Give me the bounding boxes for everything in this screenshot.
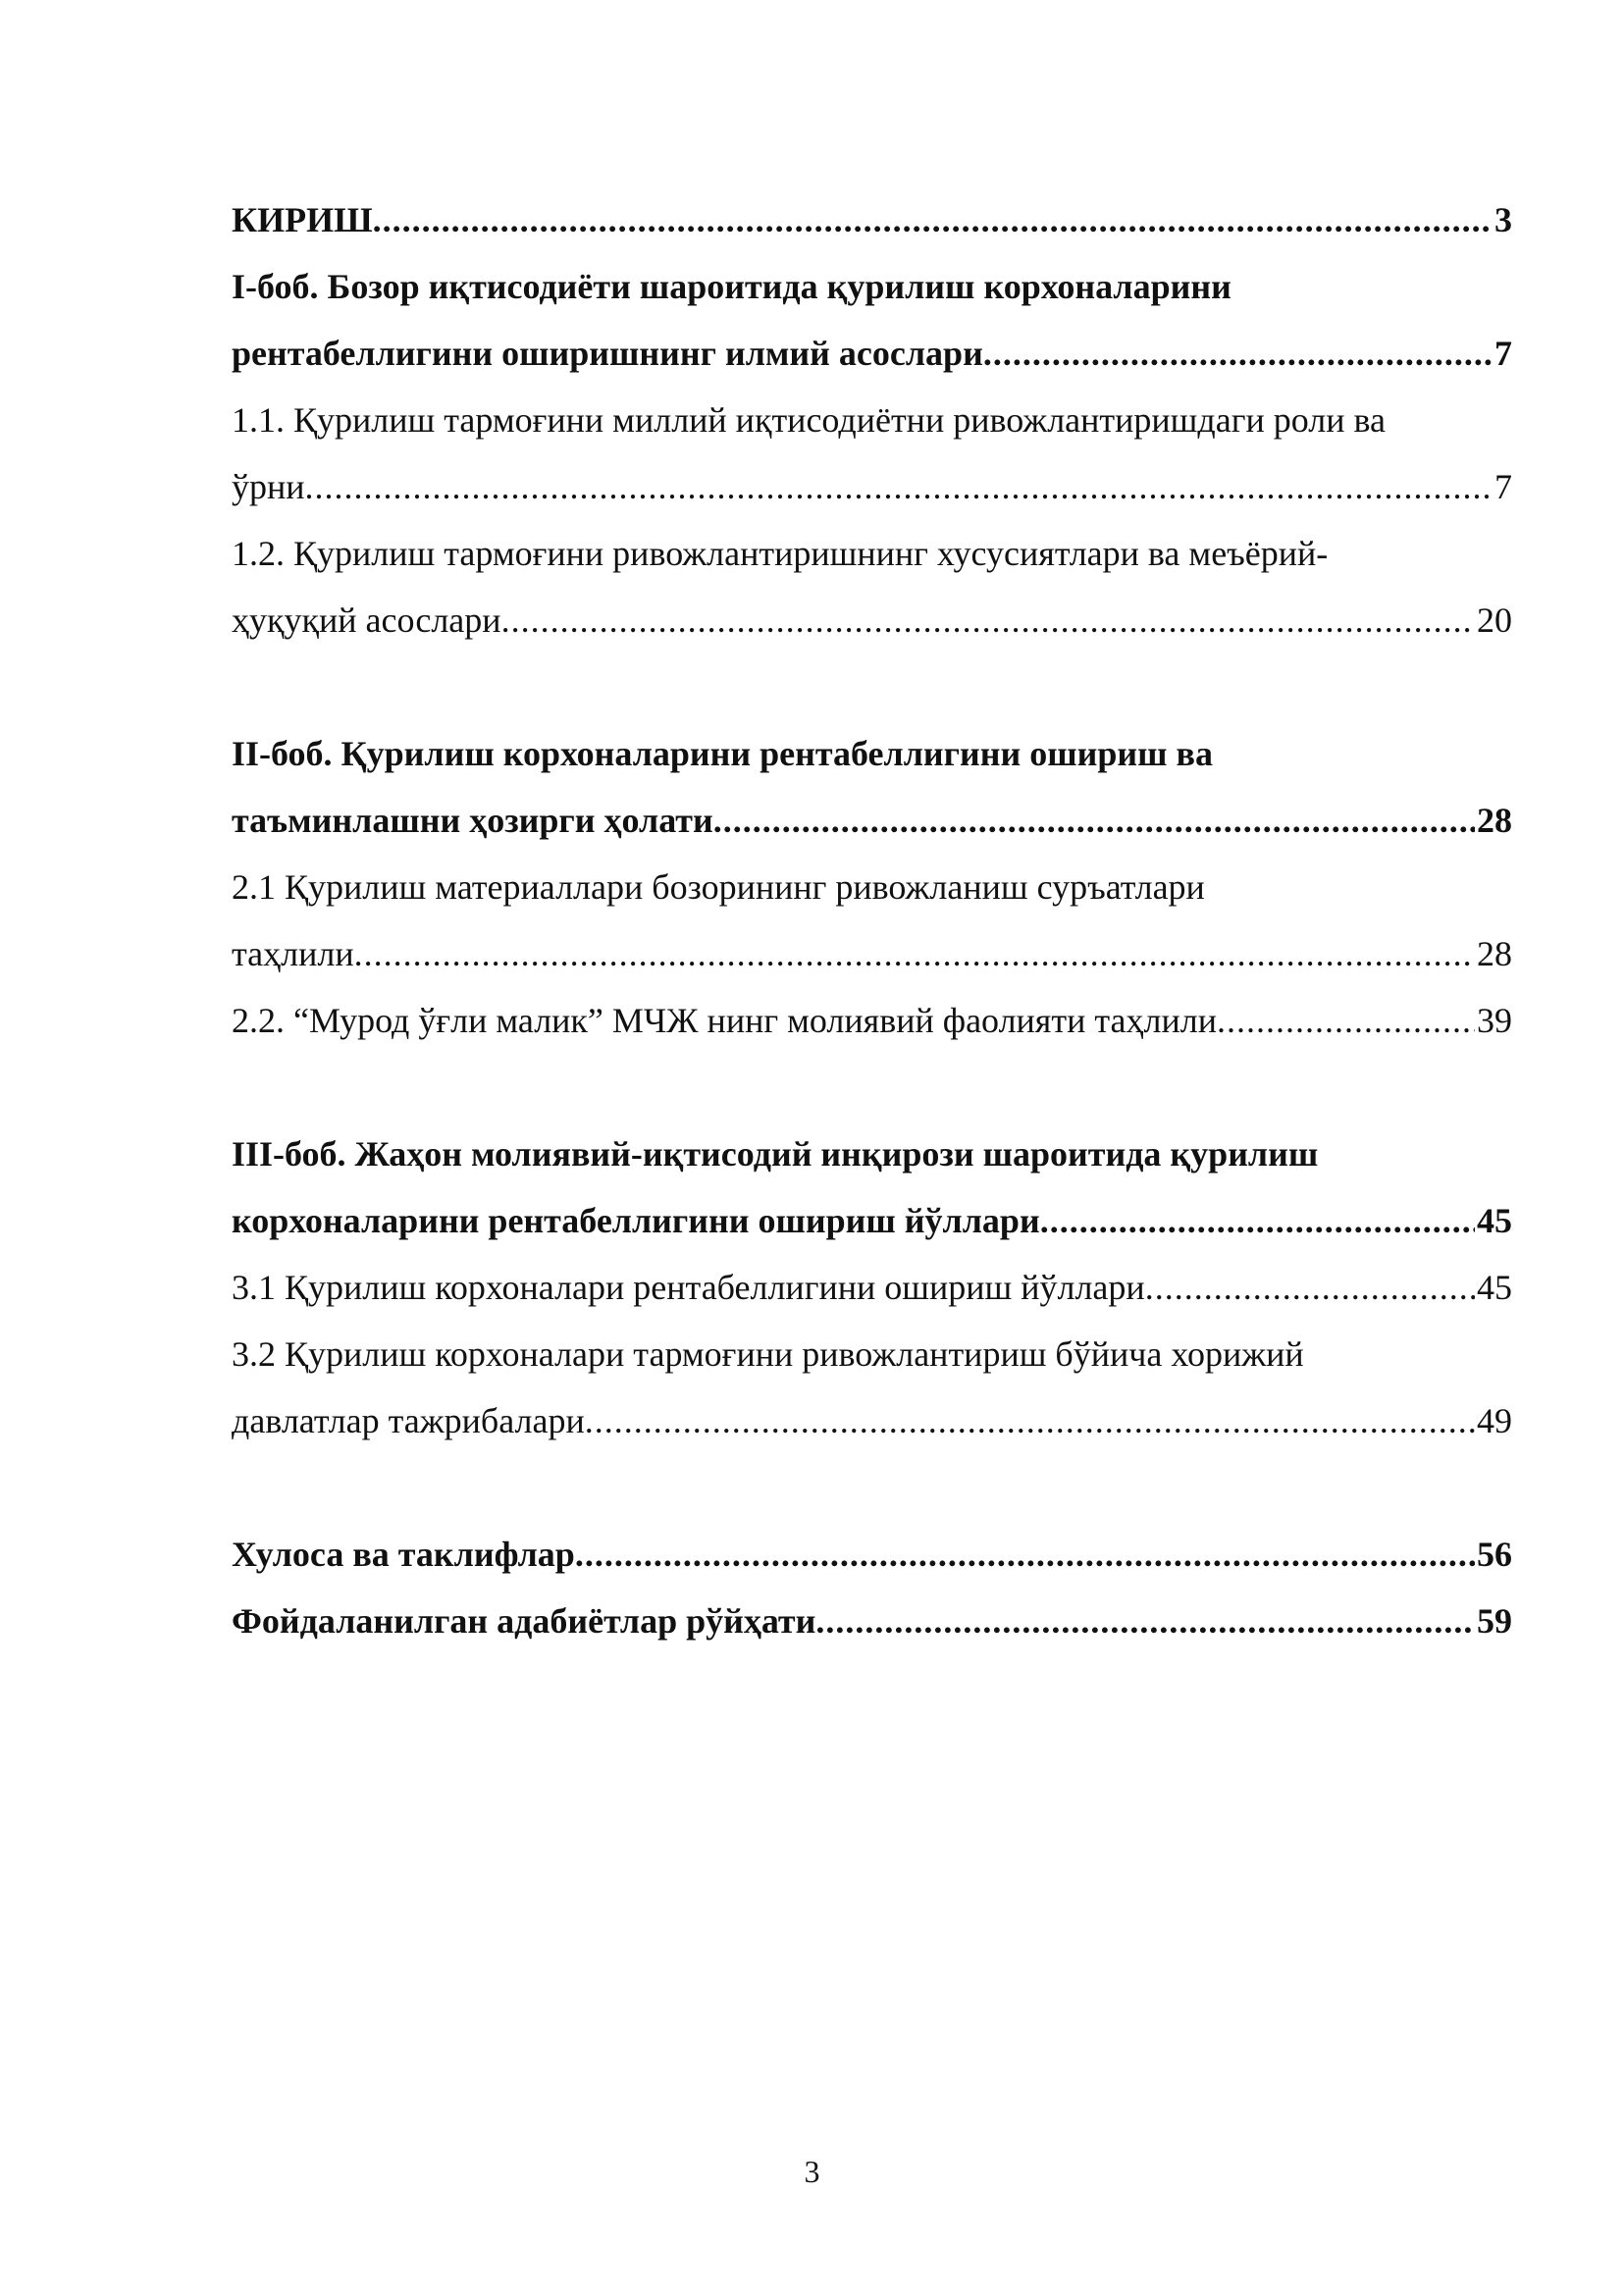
toc-entry-title: КИРИШ [232, 200, 373, 239]
dot-leader [585, 1387, 1475, 1454]
toc-page-number: 49 [1477, 1401, 1512, 1440]
toc-chapter2-line1[interactable]: II-боб. Қурилиш корхоналарини рентабеллигини ошириш ва [232, 734, 1213, 773]
toc-section-2-1-line1[interactable]: 2.1 Қурилиш материаллари бозорининг ривожланиш суръатлари [232, 867, 1205, 907]
dot-leader [1145, 1254, 1475, 1321]
dot-leader [1040, 1187, 1475, 1254]
toc-page-number: 20 [1477, 600, 1512, 640]
toc-chapter1-line2[interactable] [232, 320, 1512, 387]
toc-chapter3-line1[interactable]: III-боб. Жаҳон молиявий-иқтисодий инқирози шароитида қурилиш [232, 1134, 1319, 1174]
toc-page-number: 7 [1494, 334, 1512, 373]
dot-leader [575, 1521, 1475, 1588]
toc-entry-title: давлатлар тажрибалари [232, 1401, 585, 1440]
toc-entry-title: Фойдаланилган адабиётлар рўйҳати [232, 1601, 816, 1641]
dot-leader [354, 920, 1475, 987]
page-number: 3 [804, 2154, 820, 2189]
toc-page-number: 28 [1477, 934, 1512, 973]
toc-entry-references[interactable] [232, 1588, 1512, 1654]
spacer [232, 653, 1512, 720]
toc-chapter1-line1[interactable]: I-боб. Бозор иқтисодиёти шароитида қурилиш корхоналарини [232, 267, 1231, 306]
toc-chapter2-line2[interactable] [232, 787, 1512, 854]
toc-entry-title: 3.1 Қурилиш корхоналари рентабеллигини ошириш йўллари [232, 1268, 1145, 1307]
toc-section-3-2-line1[interactable]: 3.2 Қурилиш корхоналари тармоғини ривожлантириш бўйича хорижий [232, 1334, 1304, 1374]
toc-page-number: 28 [1477, 801, 1512, 840]
dot-leader [983, 320, 1493, 387]
table-of-contents [232, 186, 1512, 1654]
toc-section-1-1-line1[interactable]: 1.1. Қурилиш тармоғини миллий иқтисодиётни ривожлантиришдаги роли ва [232, 400, 1386, 440]
toc-page-number: 7 [1494, 467, 1512, 506]
toc-page-number: 3 [1494, 200, 1512, 239]
toc-chapter3-line2[interactable] [232, 1187, 1512, 1254]
dot-leader [501, 587, 1475, 653]
spacer [232, 1454, 1512, 1521]
toc-entry-title: ўрни [232, 467, 305, 506]
toc-section-1-2-line1[interactable]: 1.2. Қурилиш тармоғини ривожлантиришнинг хусусиятлари ва меъёрий- [232, 534, 1329, 573]
dot-leader [713, 787, 1475, 854]
toc-page-number: 59 [1477, 1601, 1512, 1641]
dot-leader [305, 453, 1493, 520]
toc-entry-title: корхоналарини рентабеллигини ошириш йўллари [232, 1201, 1040, 1240]
dot-leader [1217, 987, 1475, 1054]
toc-page-number: 56 [1477, 1535, 1512, 1574]
toc-page-number: 45 [1477, 1268, 1512, 1307]
toc-page-number: 39 [1477, 1001, 1512, 1040]
toc-entry-title: таҳлили [232, 934, 354, 973]
toc-entry-conclusion[interactable] [232, 1521, 1512, 1588]
toc-section-2-1-line2[interactable] [232, 920, 1512, 987]
toc-entry-intro[interactable] [232, 186, 1512, 253]
toc-section-3-1[interactable] [232, 1254, 1512, 1321]
toc-entry-title: рентабеллигини оширишнинг илмий асослари [232, 334, 983, 373]
toc-entry-title: Хулоса ва таклифлар [232, 1535, 575, 1574]
dot-leader [373, 186, 1493, 253]
toc-page-number: 45 [1477, 1201, 1512, 1240]
dot-leader [815, 1588, 1475, 1654]
toc-section-2-2[interactable] [232, 987, 1512, 1054]
toc-entry-title: таъминлашни ҳозирги ҳолати [232, 801, 713, 840]
toc-section-1-2-line2[interactable] [232, 587, 1512, 653]
toc-section-1-1-line2[interactable] [232, 453, 1512, 520]
toc-entry-title: ҳуқуқий асослари [232, 600, 501, 640]
toc-entry-title: 2.2. “Мурод ўғли малик” МЧЖ нинг молиявий фаолияти таҳлили [232, 1001, 1217, 1040]
spacer [232, 1054, 1512, 1121]
toc-section-3-2-line2[interactable] [232, 1387, 1512, 1454]
